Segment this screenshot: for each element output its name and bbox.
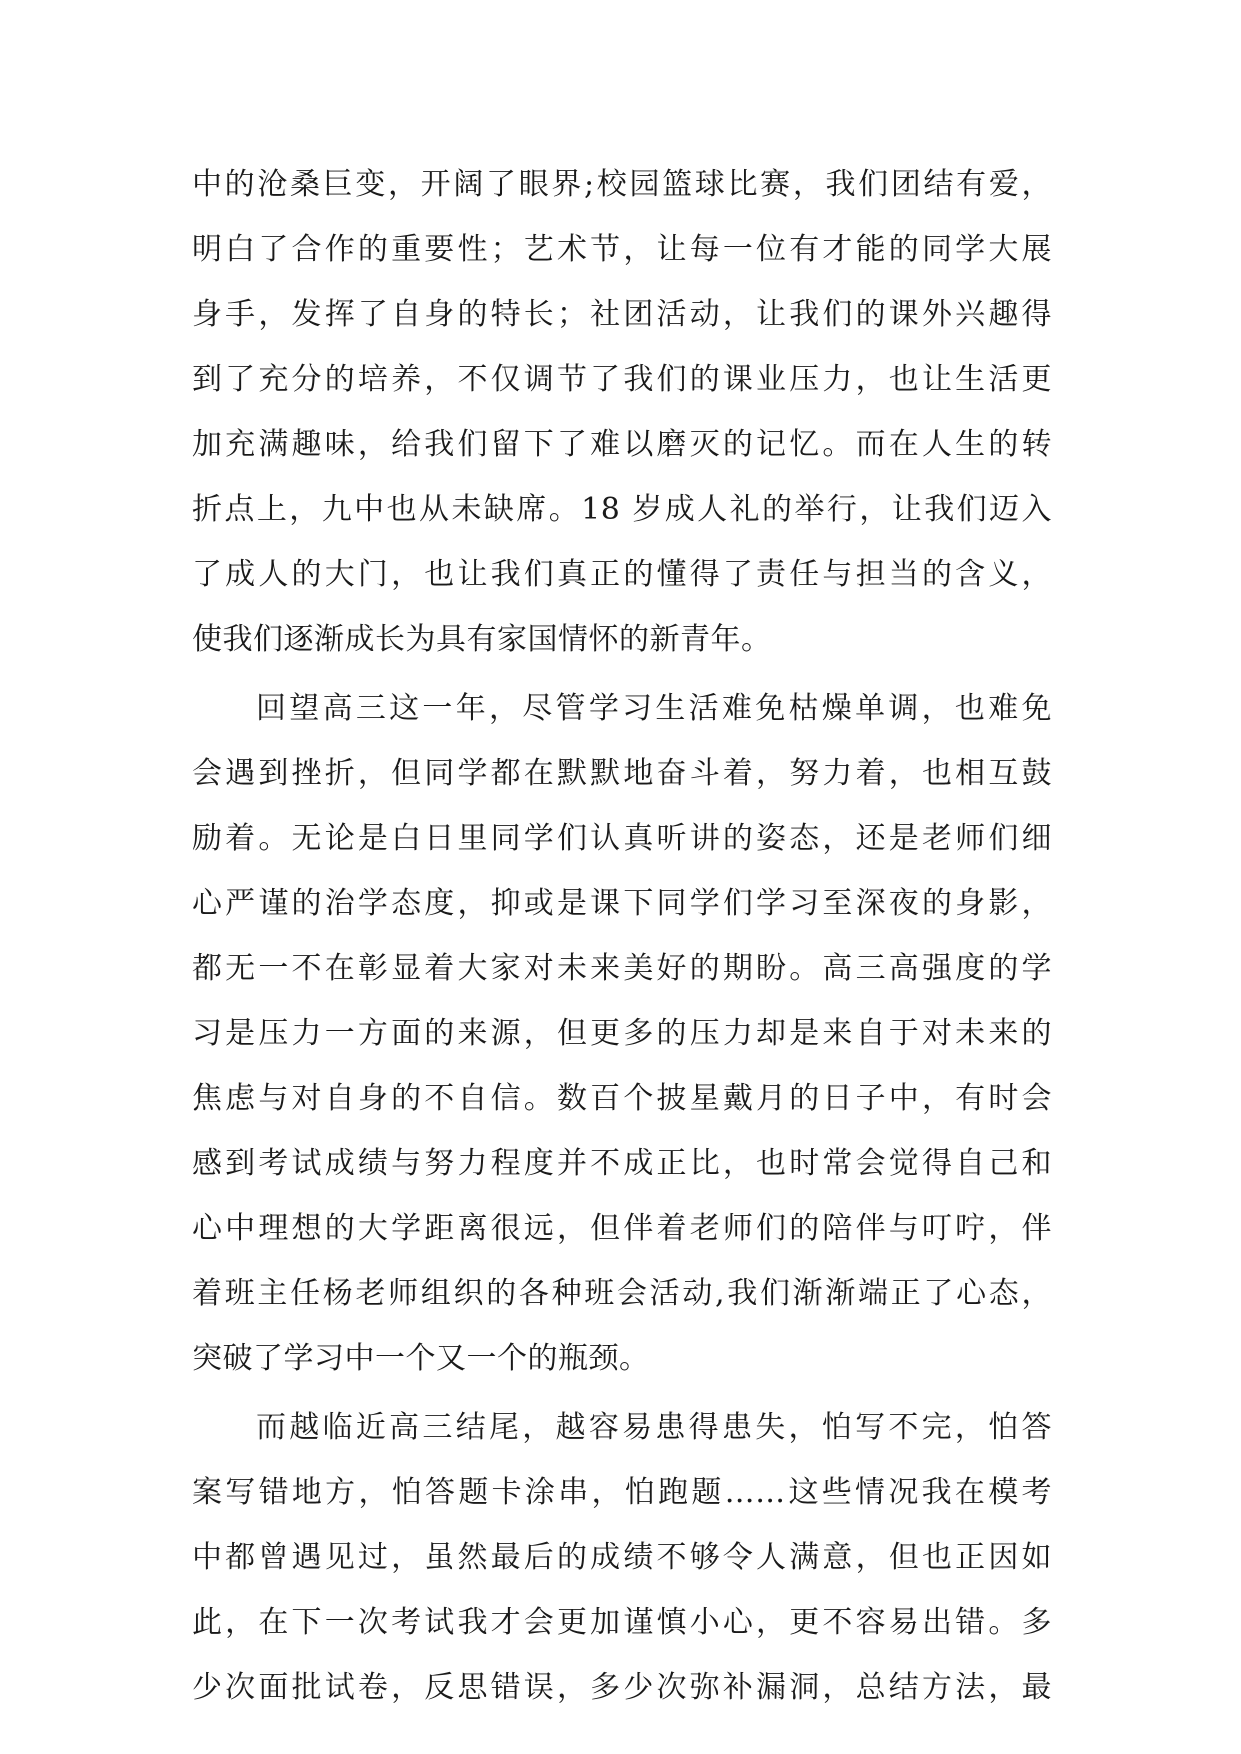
- text-line: 着班主任杨老师组织的各种班会活动,我们渐渐端正了心态，: [192, 1276, 1052, 1311]
- text-line: 身手，发挥了自身的特长；社团活动，让我们的课外兴趣得: [192, 297, 1052, 332]
- text-line: 中都曾遇见过，虽然最后的成绩不够令人满意，但也正因如: [192, 1540, 1052, 1575]
- text-line: 此，在下一次考试我才会更加谨慎小心，更不容易出错。多: [192, 1605, 1052, 1640]
- text-line: 感到考试成绩与努力程度并不成正比，也时常会觉得自己和: [192, 1146, 1052, 1181]
- text-line: 而越临近高三结尾，越容易患得患失，怕写不完，怕答: [256, 1410, 1052, 1445]
- text-line: 习是压力一方面的来源，但更多的压力却是来自于对未来的: [192, 1016, 1052, 1051]
- text-line: 会遇到挫折，但同学都在默默地奋斗着，努力着，也相互鼓: [192, 756, 1052, 791]
- text-line: 心中理想的大学距离很远，但伴着老师们的陪伴与叮咛，伴: [192, 1211, 1052, 1246]
- text-line: 都无一不在彰显着大家对未来美好的期盼。高三高强度的学: [192, 951, 1052, 986]
- paragraph: [192, 152, 1052, 672]
- text-line: 使我们逐渐成长为具有家国情怀的新青年。: [192, 622, 772, 657]
- text-line: 明白了合作的重要性；艺术节，让每一位有才能的同学大展: [192, 232, 1052, 267]
- text-line: 了成人的大门，也让我们真正的懂得了责任与担当的含义，: [192, 557, 1052, 592]
- document-page: [192, 152, 1052, 1720]
- text-line: 少次面批试卷，反思错误，多少次弥补漏洞，总结方法，最: [192, 1670, 1052, 1705]
- text-line: 案写错地方，怕答题卡涂串，怕跑题……这些情况我在模考: [192, 1475, 1052, 1510]
- paragraph: [192, 1395, 1052, 1720]
- text-line: 励着。无论是白日里同学们认真听讲的姿态，还是老师们细: [192, 821, 1052, 856]
- text-line: 焦虑与对自身的不自信。数百个披星戴月的日子中，有时会: [192, 1081, 1052, 1116]
- paragraph: [192, 676, 1052, 1391]
- text-line: 中的沧桑巨变，开阔了眼界;校园篮球比赛，我们团结有爱，: [192, 167, 1052, 202]
- text-line: 加充满趣味，给我们留下了难以磨灭的记忆。而在人生的转: [192, 427, 1052, 462]
- text-line: 到了充分的培养，不仅调节了我们的课业压力，也让生活更: [192, 362, 1052, 397]
- text-line: 突破了学习中一个又一个的瓶颈。: [192, 1341, 650, 1376]
- text-line: 心严谨的治学态度，抑或是课下同学们学习至深夜的身影，: [192, 886, 1052, 921]
- text-line: 回望高三这一年，尽管学习生活难免枯燥单调，也难免: [256, 691, 1052, 726]
- text-line: 折点上，九中也从未缺席。18 岁成人礼的举行，让我们迈入: [192, 492, 1052, 527]
